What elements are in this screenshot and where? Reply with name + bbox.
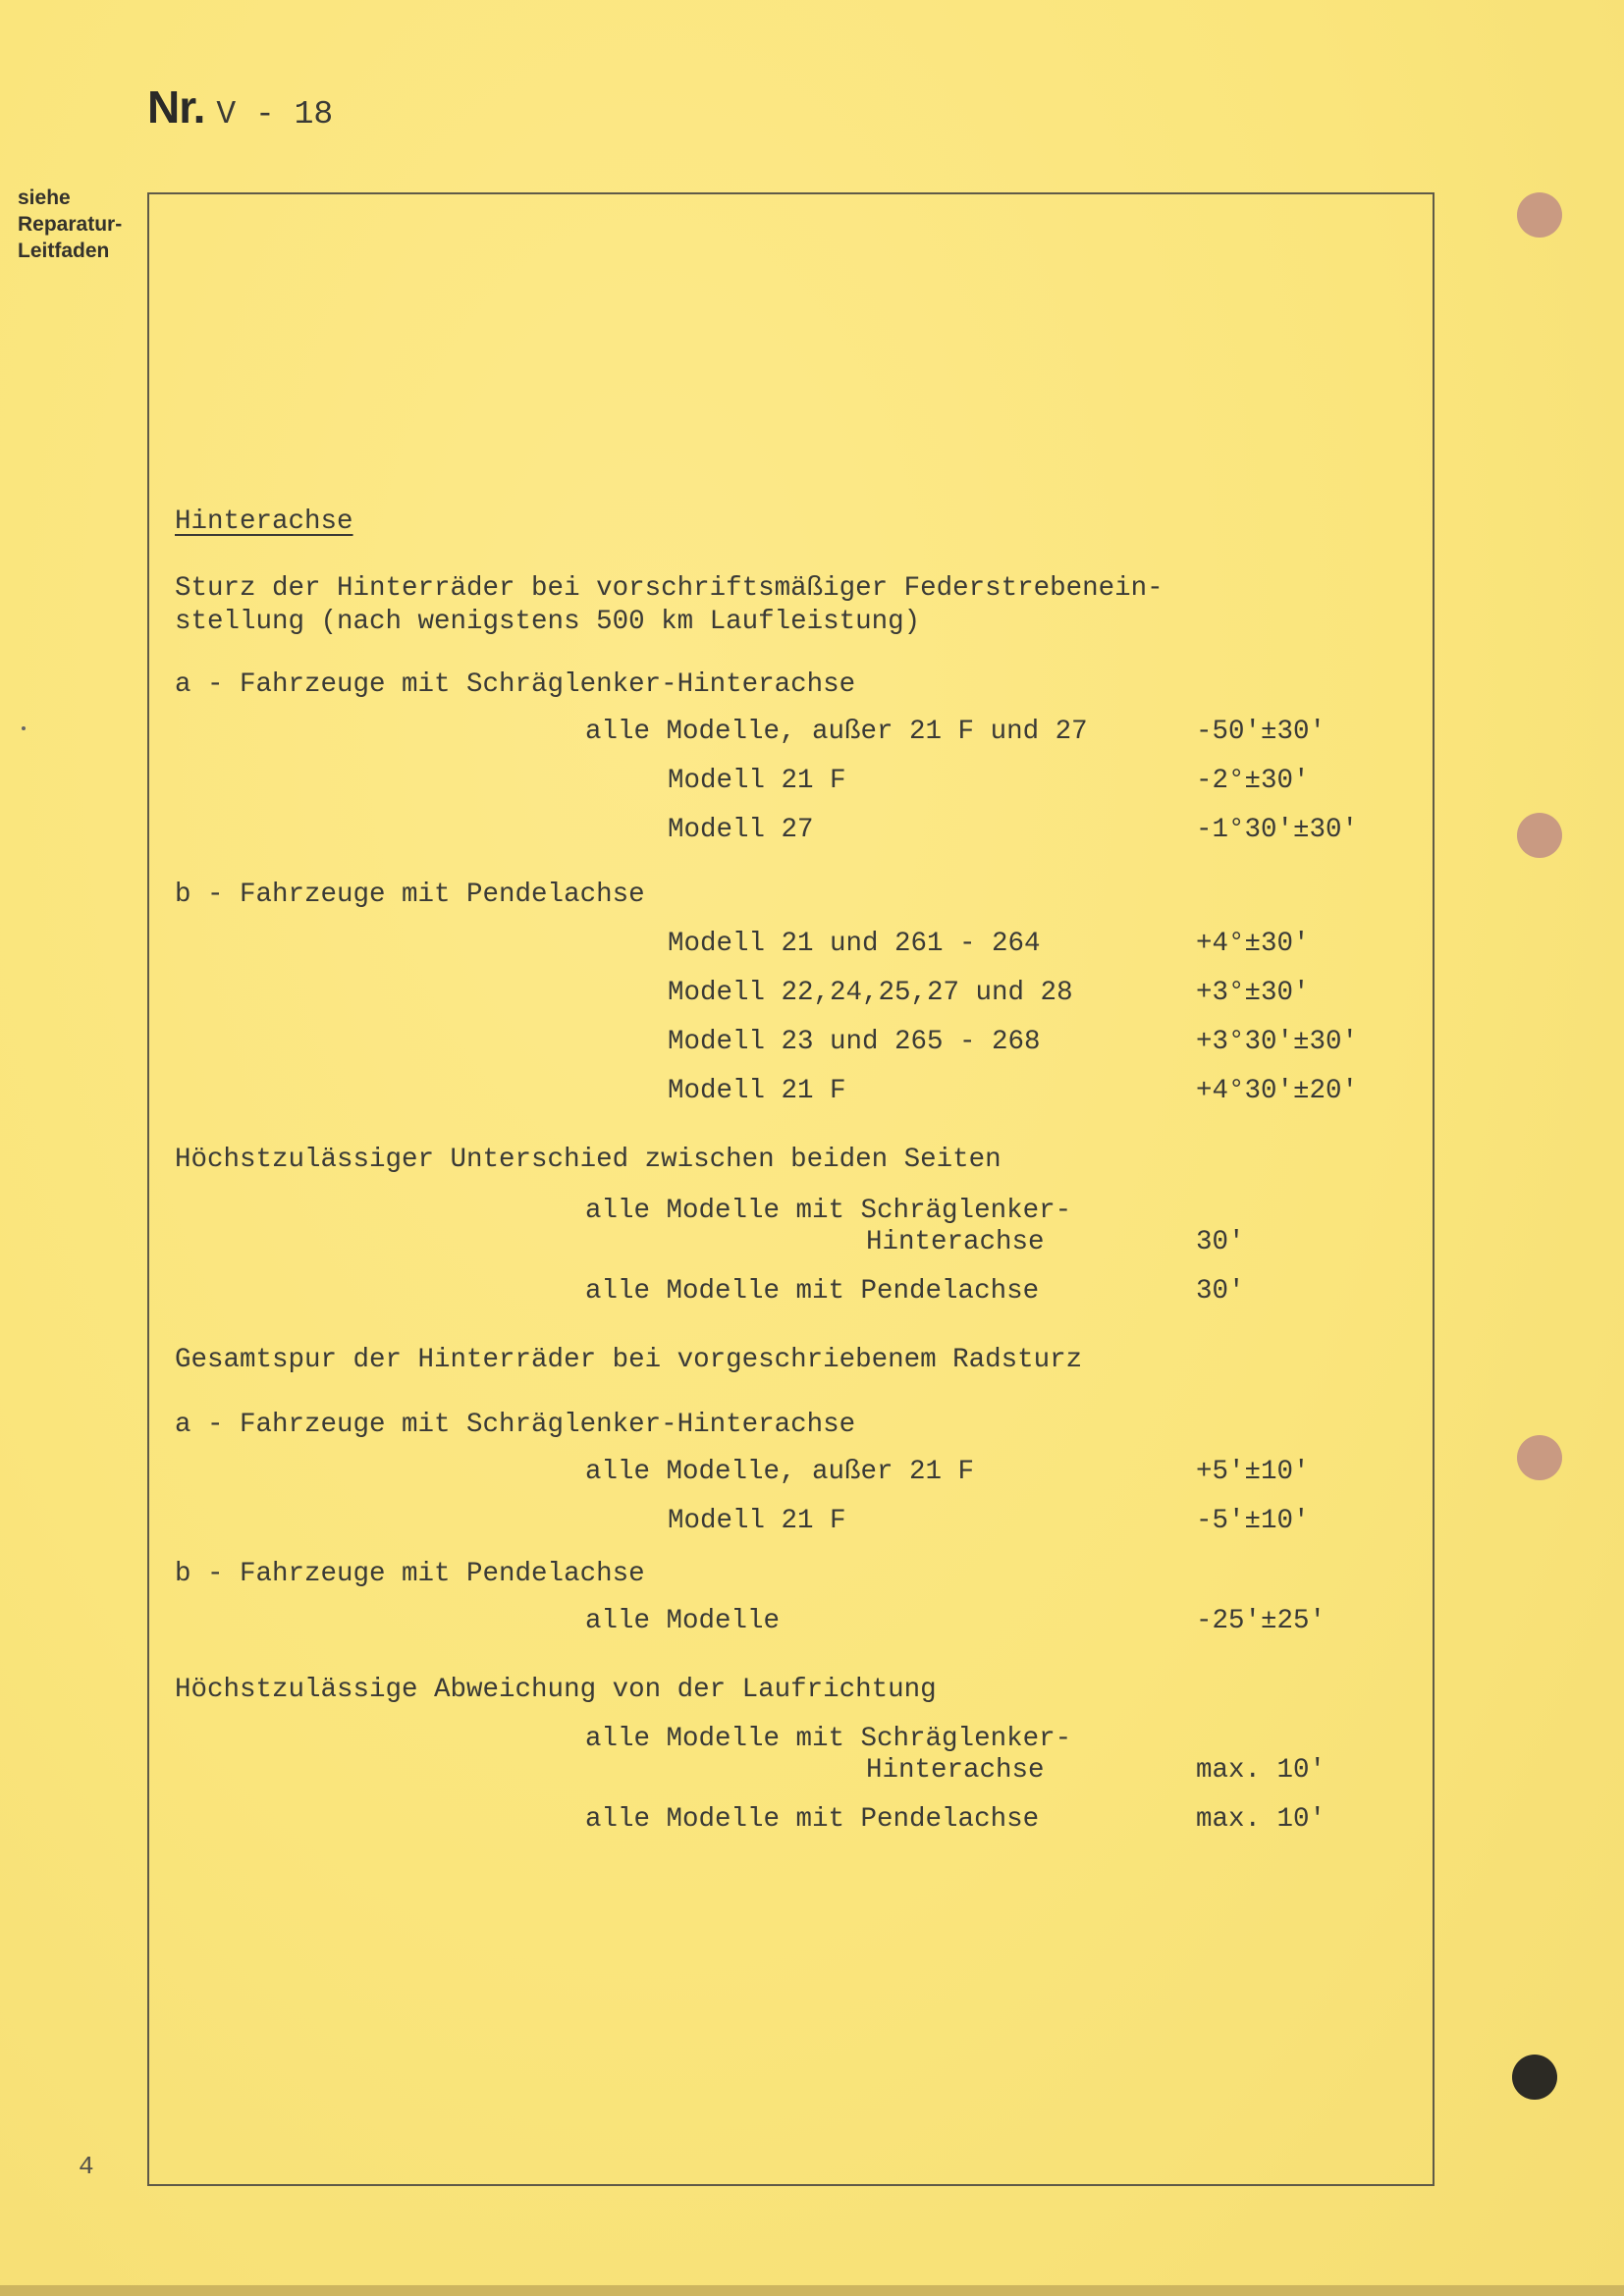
toe-a-row-2-value: -5'±10' (1196, 1506, 1310, 1536)
punch-hole (1512, 2055, 1557, 2100)
max-difference-row-2: alle Modelle mit Pendelachse (585, 1276, 1040, 1307)
document-number-value: V - 18 (216, 96, 334, 133)
camber-intro-line-2: stellung (nach wenigstens 500 km Laufleistung) (175, 607, 921, 637)
section-heading: Hinterachse (175, 507, 353, 537)
side-note-line-3: Leitfaden (18, 240, 110, 262)
camber-b-row-1-model: Modell 21 und 261 - 264 (668, 929, 1041, 959)
content-frame (147, 192, 1435, 2186)
max-difference-row-2-value: 30' (1196, 1276, 1245, 1307)
document-number-label: Nr. (147, 81, 205, 133)
toe-b-row-1-model: alle Modelle (585, 1606, 781, 1636)
camber-group-b-title: b - Fahrzeuge mit Pendelachse (175, 880, 645, 910)
toe-a-row-2-model: Modell 21 F (668, 1506, 846, 1536)
side-note (18, 185, 122, 264)
punch-hole (1517, 1435, 1562, 1480)
toe-group-b-title: b - Fahrzeuge mit Pendelachse (175, 1559, 645, 1589)
camber-b-row-2-value: +3°±30' (1196, 978, 1310, 1008)
camber-a-row-2-model: Modell 21 F (668, 766, 846, 796)
max-difference-row-1-line-1: alle Modelle mit Schräglenker- (585, 1196, 1072, 1226)
punch-hole (1517, 192, 1562, 238)
camber-b-row-3-model: Modell 23 und 265 - 268 (668, 1027, 1041, 1057)
camber-a-row-3-value: -1°30'±30' (1196, 815, 1359, 845)
toe-a-row-1-value: +5'±10' (1196, 1457, 1310, 1487)
toe-a-row-1-model: alle Modelle, außer 21 F (585, 1457, 975, 1487)
toe-group-a-title: a - Fahrzeuge mit Schräglenker-Hinterachse (175, 1410, 856, 1440)
camber-intro-line-1: Sturz der Hinterräder bei vorschriftsmäßiger Federstrebenein- (175, 573, 1164, 604)
max-difference-row-1-line-2: Hinterachse (866, 1227, 1045, 1257)
deviation-row-2: alle Modelle mit Pendelachse (585, 1804, 1040, 1835)
toe-title: Gesamtspur der Hinterräder bei vorgeschriebenem Radsturz (175, 1345, 1083, 1375)
deviation-row-1-line-1: alle Modelle mit Schräglenker- (585, 1724, 1072, 1754)
max-difference-title: Höchstzulässiger Unterschied zwischen beiden Seiten (175, 1145, 1001, 1175)
deviation-row-2-value: max. 10' (1196, 1804, 1326, 1835)
camber-b-row-4-value: +4°30'±20' (1196, 1076, 1359, 1106)
bottom-edge (0, 2285, 1624, 2296)
side-note-line-2: Reparatur- (18, 213, 123, 236)
document-number (147, 80, 333, 133)
camber-a-row-3-model: Modell 27 (668, 815, 814, 845)
side-note-line-1: siehe (18, 187, 71, 209)
paper-mark (22, 726, 26, 730)
camber-b-row-2-model: Modell 22,24,25,27 und 28 (668, 978, 1073, 1008)
camber-b-row-3-value: +3°30'±30' (1196, 1027, 1359, 1057)
camber-b-row-4-model: Modell 21 F (668, 1076, 846, 1106)
deviation-row-1-line-2: Hinterachse (866, 1755, 1045, 1786)
deviation-row-1-value: max. 10' (1196, 1755, 1326, 1786)
deviation-title: Höchstzulässige Abweichung von der Laufrichtung (175, 1675, 937, 1705)
max-difference-row-1-value: 30' (1196, 1227, 1245, 1257)
page-number: 4 (79, 2152, 94, 2181)
toe-b-row-1-value: -25'±25' (1196, 1606, 1326, 1636)
camber-b-row-1-value: +4°±30' (1196, 929, 1310, 959)
camber-a-row-1-model: alle Modelle, außer 21 F und 27 (585, 717, 1088, 747)
camber-a-row-2-value: -2°±30' (1196, 766, 1310, 796)
camber-group-a-title: a - Fahrzeuge mit Schräglenker-Hinterachse (175, 669, 856, 700)
punch-hole (1517, 813, 1562, 858)
camber-a-row-1-value: -50'±30' (1196, 717, 1326, 747)
